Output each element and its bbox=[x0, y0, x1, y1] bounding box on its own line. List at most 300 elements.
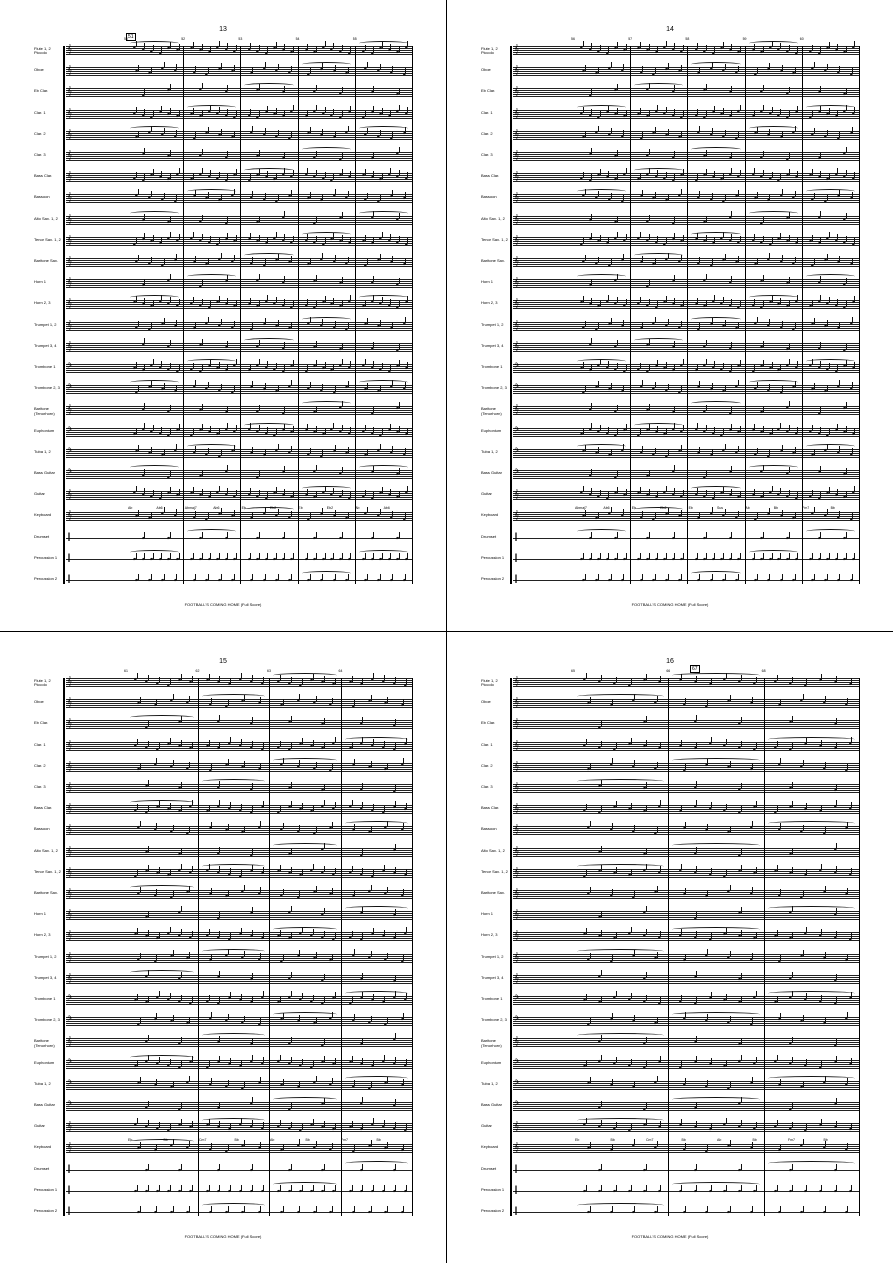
note-stem bbox=[170, 232, 171, 238]
note-stem bbox=[259, 532, 260, 538]
staff-line bbox=[513, 996, 859, 997]
staff bbox=[513, 194, 859, 202]
note-stem bbox=[173, 950, 174, 956]
instrument-label: Trombone 1 bbox=[34, 996, 56, 1001]
note-stem bbox=[772, 486, 773, 492]
note-stem bbox=[219, 847, 220, 853]
staff bbox=[66, 364, 412, 372]
note-stem bbox=[382, 173, 383, 179]
staff-line bbox=[513, 850, 859, 851]
note-stem bbox=[674, 406, 675, 412]
note-stem bbox=[657, 886, 658, 892]
note-stem bbox=[151, 323, 152, 329]
note-stem bbox=[852, 317, 853, 323]
note-stem bbox=[827, 64, 828, 70]
note-stem bbox=[640, 297, 641, 303]
note-stem bbox=[324, 800, 325, 806]
note-stem bbox=[846, 88, 847, 94]
note-stem bbox=[403, 699, 404, 705]
note-stem bbox=[284, 44, 285, 50]
note-stem bbox=[837, 168, 838, 174]
clef-icon: 𝄢 bbox=[67, 425, 73, 435]
instrument-label: Bass Guitar bbox=[481, 470, 502, 475]
staff-line bbox=[66, 975, 412, 976]
staff-line bbox=[513, 449, 859, 450]
staff-line bbox=[513, 934, 859, 935]
note-stem bbox=[202, 110, 203, 116]
note-stem bbox=[395, 719, 396, 725]
note-stem bbox=[342, 212, 343, 218]
note-stem bbox=[706, 471, 707, 477]
clef-icon: 𝄞 bbox=[514, 256, 519, 265]
staff-line bbox=[513, 279, 859, 280]
staff-line bbox=[513, 112, 859, 113]
staff-line bbox=[513, 832, 859, 833]
staff-line bbox=[513, 790, 859, 791]
note-stem bbox=[812, 169, 813, 175]
note-stem bbox=[741, 741, 742, 747]
note-stem bbox=[611, 193, 612, 199]
note-stem bbox=[674, 217, 675, 223]
note-stem bbox=[631, 803, 632, 809]
instrument-label: Tenor Sax. 1, 2 bbox=[34, 236, 61, 242]
note-stem bbox=[362, 802, 363, 808]
phrase-slur bbox=[359, 41, 408, 46]
note-stem bbox=[324, 1164, 325, 1170]
note-stem bbox=[148, 865, 149, 871]
staff-line bbox=[66, 366, 412, 367]
note-stem bbox=[284, 489, 285, 495]
note-stem bbox=[399, 360, 400, 366]
note-stem bbox=[731, 110, 732, 116]
note-stem bbox=[299, 825, 300, 831]
staff-line bbox=[513, 118, 859, 119]
note-stem bbox=[697, 553, 698, 559]
staff-line bbox=[513, 260, 859, 261]
note-stem bbox=[812, 490, 813, 496]
note-stem bbox=[371, 1016, 372, 1022]
clef-icon: 𝄞 bbox=[514, 319, 519, 329]
note-stem bbox=[291, 848, 292, 854]
staff-line bbox=[513, 748, 859, 749]
staff bbox=[66, 678, 412, 686]
note-stem bbox=[711, 1058, 712, 1064]
note-stem bbox=[293, 301, 294, 307]
note-stem bbox=[265, 383, 266, 389]
staff-line bbox=[66, 152, 412, 153]
instrument-label: Tuba 1, 2 bbox=[481, 448, 498, 454]
instrument-label: Clar. 1 bbox=[34, 109, 46, 115]
note-stem bbox=[136, 172, 137, 178]
note-stem bbox=[252, 675, 253, 681]
note-stem bbox=[631, 1059, 632, 1065]
note-stem bbox=[674, 233, 675, 239]
note-stem bbox=[685, 822, 686, 828]
note-stem bbox=[136, 362, 137, 368]
note-stem bbox=[851, 933, 852, 939]
note-stem bbox=[227, 364, 228, 370]
staff-line bbox=[66, 216, 412, 217]
note-stem bbox=[583, 41, 584, 47]
note-stem bbox=[772, 107, 773, 113]
note-stem bbox=[611, 62, 612, 68]
note-stem bbox=[179, 299, 180, 305]
page-number: 14 bbox=[666, 26, 674, 33]
staff bbox=[66, 46, 412, 54]
note-stem bbox=[600, 300, 601, 306]
staff-line bbox=[66, 826, 412, 827]
staff-line bbox=[513, 94, 859, 95]
note-stem bbox=[333, 298, 334, 304]
note-stem bbox=[846, 402, 847, 408]
staff-line bbox=[513, 158, 859, 159]
instrument-label: Guitar bbox=[34, 491, 45, 497]
staff bbox=[66, 784, 412, 792]
clef-icon: 𝄞 bbox=[514, 930, 519, 940]
barline bbox=[668, 678, 669, 1216]
instrument-label: Trombone 2, 3 bbox=[34, 1017, 60, 1023]
staff-line bbox=[66, 73, 412, 74]
note-stem bbox=[646, 848, 647, 854]
system-bracket bbox=[63, 678, 65, 1216]
staff-line bbox=[66, 848, 412, 849]
note-stem bbox=[173, 1015, 174, 1021]
note-stem bbox=[612, 758, 613, 764]
note-stem bbox=[812, 553, 813, 559]
instrument-label: Trombone 2, 3 bbox=[34, 385, 60, 391]
note-stem bbox=[754, 299, 755, 305]
note-stem bbox=[170, 1185, 171, 1191]
note-stem bbox=[210, 426, 211, 432]
note-stem bbox=[342, 532, 343, 538]
note-stem bbox=[803, 950, 804, 956]
note-stem bbox=[706, 274, 707, 280]
note-stem bbox=[731, 407, 732, 413]
note-stem bbox=[723, 297, 724, 303]
note-stem bbox=[335, 386, 336, 392]
note-stem bbox=[806, 927, 807, 933]
staff-line bbox=[66, 1019, 412, 1020]
staff-line bbox=[513, 110, 859, 111]
note-stem bbox=[646, 906, 647, 912]
note-stem bbox=[227, 341, 228, 347]
note-stem bbox=[646, 1037, 647, 1043]
note-stem bbox=[699, 67, 700, 73]
staff bbox=[66, 213, 412, 224]
note-stem bbox=[332, 888, 333, 894]
note-stem bbox=[202, 280, 203, 286]
note-stem bbox=[241, 870, 242, 876]
staff-line bbox=[513, 580, 859, 581]
note-stem bbox=[846, 147, 847, 153]
staff-line bbox=[513, 156, 859, 157]
note-stem bbox=[211, 1012, 212, 1018]
note-stem bbox=[782, 510, 783, 516]
note-stem bbox=[612, 955, 613, 961]
note-stem bbox=[148, 806, 149, 812]
note-stem bbox=[631, 993, 632, 999]
phrase-slur bbox=[345, 1076, 409, 1081]
staff-line bbox=[66, 436, 412, 437]
note-stem bbox=[792, 1185, 793, 1191]
note-stem bbox=[335, 678, 336, 684]
phrase-slur bbox=[187, 189, 236, 194]
note-stem bbox=[852, 513, 853, 519]
note-stem bbox=[335, 510, 336, 516]
note-stem bbox=[668, 319, 669, 325]
note-stem bbox=[316, 170, 317, 176]
note-stem bbox=[591, 89, 592, 95]
note-stem bbox=[137, 739, 138, 745]
note-stem bbox=[836, 974, 837, 980]
note-stem bbox=[179, 168, 180, 174]
instrument-label: Percussion 2 bbox=[481, 1208, 505, 1213]
note-stem bbox=[373, 673, 374, 679]
phrase-slur bbox=[244, 83, 293, 88]
staff bbox=[66, 972, 412, 983]
staff-line bbox=[66, 894, 412, 895]
note-stem bbox=[202, 489, 203, 495]
staff-line bbox=[66, 46, 412, 47]
note-stem bbox=[399, 278, 400, 284]
note-stem bbox=[350, 553, 351, 559]
system-bracket bbox=[510, 678, 512, 1216]
note-stem bbox=[612, 1079, 613, 1085]
clef-icon: 𝄢 bbox=[514, 362, 520, 371]
note-stem bbox=[591, 338, 592, 344]
note-stem bbox=[316, 491, 317, 497]
note-stem bbox=[164, 62, 165, 68]
staff-line bbox=[513, 393, 859, 394]
staff-line bbox=[513, 264, 859, 265]
phrase-slur bbox=[345, 906, 409, 911]
staff bbox=[513, 1057, 859, 1068]
note-stem bbox=[769, 384, 770, 390]
note-stem bbox=[221, 450, 222, 456]
note-stem bbox=[405, 68, 406, 74]
note-stem bbox=[646, 1164, 647, 1170]
staff-line bbox=[66, 243, 412, 244]
note-stem bbox=[367, 574, 368, 580]
note-stem bbox=[683, 45, 684, 51]
staff-line bbox=[66, 131, 412, 132]
staff-line bbox=[513, 90, 859, 91]
note-stem bbox=[640, 42, 641, 48]
note-stem bbox=[265, 193, 266, 199]
phrase-slur bbox=[302, 486, 351, 491]
clef-icon: 𝄞 bbox=[67, 803, 72, 813]
note-stem bbox=[161, 171, 162, 177]
chord-symbol: Eb bbox=[298, 506, 303, 511]
note-stem bbox=[600, 169, 601, 175]
note-stem bbox=[307, 44, 308, 50]
note-stem bbox=[586, 1060, 587, 1066]
note-stem bbox=[373, 1118, 374, 1124]
instrument-label: Clar. 2 bbox=[34, 130, 46, 136]
note-stem bbox=[836, 931, 837, 937]
bar-number: 53 bbox=[238, 37, 243, 41]
note-stem bbox=[156, 758, 157, 764]
note-stem bbox=[601, 1055, 602, 1061]
staff-line bbox=[513, 726, 859, 727]
note-stem bbox=[631, 869, 632, 875]
note-stem bbox=[189, 696, 190, 702]
note-stem bbox=[140, 821, 141, 827]
note-stem bbox=[293, 46, 294, 52]
note-stem bbox=[332, 1143, 333, 1149]
staff-line bbox=[513, 896, 859, 897]
note-stem bbox=[299, 950, 300, 956]
phrase-slur bbox=[244, 423, 293, 428]
note-stem bbox=[769, 319, 770, 325]
note-stem bbox=[284, 532, 285, 538]
note-stem bbox=[159, 1185, 160, 1191]
note-stem bbox=[851, 1185, 852, 1191]
phrase-slur bbox=[273, 843, 337, 848]
note-stem bbox=[219, 912, 220, 918]
note-stem bbox=[342, 111, 343, 117]
staff-line bbox=[66, 686, 412, 687]
note-stem bbox=[211, 888, 212, 894]
bar-number: 66 bbox=[666, 669, 671, 673]
note-stem bbox=[373, 532, 374, 538]
clef-icon: 𝄢 bbox=[67, 1015, 73, 1025]
note-stem bbox=[777, 930, 778, 936]
note-stem bbox=[405, 317, 406, 323]
staff-line bbox=[66, 69, 412, 70]
staff-line bbox=[66, 917, 412, 918]
staff-line bbox=[513, 784, 859, 785]
note-stem bbox=[278, 444, 279, 450]
note-stem bbox=[699, 512, 700, 518]
staff-line bbox=[66, 328, 412, 329]
staff-line bbox=[513, 1064, 859, 1065]
note-stem bbox=[591, 364, 592, 370]
note-stem bbox=[847, 1206, 848, 1212]
staff bbox=[513, 88, 859, 96]
staff bbox=[513, 1184, 859, 1195]
staff-line bbox=[513, 266, 859, 267]
note-stem bbox=[731, 553, 732, 559]
staff bbox=[66, 425, 412, 436]
note-stem bbox=[846, 491, 847, 497]
note-stem bbox=[836, 843, 837, 849]
staff-line bbox=[513, 75, 859, 76]
note-stem bbox=[598, 381, 599, 387]
note-stem bbox=[170, 487, 171, 493]
note-stem bbox=[136, 238, 137, 244]
note-stem bbox=[657, 762, 658, 768]
chord-symbol: Bb bbox=[610, 1138, 615, 1143]
note-stem bbox=[789, 343, 790, 349]
phrase-slur bbox=[202, 1203, 266, 1208]
note-stem bbox=[324, 1121, 325, 1127]
note-stem bbox=[219, 1185, 220, 1191]
instrument-label: Oboe bbox=[34, 699, 44, 705]
staff-line bbox=[513, 1068, 859, 1069]
note-stem bbox=[829, 42, 830, 48]
note-stem bbox=[827, 509, 828, 515]
note-stem bbox=[681, 864, 682, 870]
note-stem bbox=[316, 46, 317, 52]
note-stem bbox=[772, 362, 773, 368]
note-stem bbox=[820, 152, 821, 158]
note-stem bbox=[260, 1018, 261, 1024]
note-stem bbox=[601, 675, 602, 681]
note-stem bbox=[591, 43, 592, 49]
note-stem bbox=[148, 846, 149, 852]
staff-line bbox=[66, 559, 412, 560]
instrument-label: Bass Guitar bbox=[481, 1102, 502, 1107]
note-stem bbox=[706, 111, 707, 117]
clef-icon: 𝄢 bbox=[67, 1078, 73, 1088]
note-stem bbox=[814, 62, 815, 68]
note-stem bbox=[852, 127, 853, 133]
chord-symbol: Bb bbox=[163, 1138, 168, 1143]
note-stem bbox=[757, 192, 758, 198]
staff-line bbox=[513, 434, 859, 435]
staff-line bbox=[66, 784, 412, 785]
note-stem bbox=[806, 869, 807, 875]
note-stem bbox=[192, 1121, 193, 1127]
note-stem bbox=[403, 1144, 404, 1150]
note-stem bbox=[227, 217, 228, 223]
note-stem bbox=[252, 806, 253, 812]
note-stem bbox=[825, 1206, 826, 1212]
note-stem bbox=[681, 1061, 682, 1067]
note-stem bbox=[192, 997, 193, 1003]
staff-line bbox=[513, 1085, 859, 1086]
note-stem bbox=[789, 277, 790, 283]
note-stem bbox=[348, 323, 349, 329]
note-stem bbox=[668, 384, 669, 390]
clef-icon: 𝄞 bbox=[514, 171, 519, 181]
note-stem bbox=[685, 888, 686, 894]
note-stem bbox=[189, 1017, 190, 1023]
note-stem bbox=[365, 359, 366, 365]
note-stem bbox=[316, 360, 317, 366]
note-stem bbox=[181, 1037, 182, 1043]
staff-line bbox=[513, 981, 859, 982]
note-stem bbox=[234, 131, 235, 137]
clef-icon: 𝄢 bbox=[514, 1100, 520, 1109]
note-stem bbox=[252, 191, 253, 197]
note-stem bbox=[839, 574, 840, 580]
clef-icon: 𝄞 bbox=[514, 192, 519, 202]
note-stem bbox=[668, 129, 669, 135]
note-stem bbox=[241, 804, 242, 810]
staff bbox=[513, 300, 859, 308]
staff-line bbox=[66, 1106, 412, 1107]
phrase-slur bbox=[244, 253, 293, 258]
staff-line bbox=[513, 890, 859, 891]
note-stem bbox=[666, 428, 667, 434]
staff-line bbox=[66, 767, 412, 768]
staff-line bbox=[513, 497, 859, 498]
phrase-slur bbox=[302, 147, 351, 152]
note-stem bbox=[601, 970, 602, 976]
note-stem bbox=[267, 492, 268, 498]
note-stem bbox=[616, 932, 617, 938]
note-stem bbox=[655, 127, 656, 133]
note-stem bbox=[598, 67, 599, 73]
note-stem bbox=[284, 553, 285, 559]
note-stem bbox=[230, 992, 231, 998]
note-stem bbox=[646, 972, 647, 978]
barline bbox=[269, 678, 270, 1216]
staff-line bbox=[66, 160, 412, 161]
staff bbox=[513, 720, 859, 728]
